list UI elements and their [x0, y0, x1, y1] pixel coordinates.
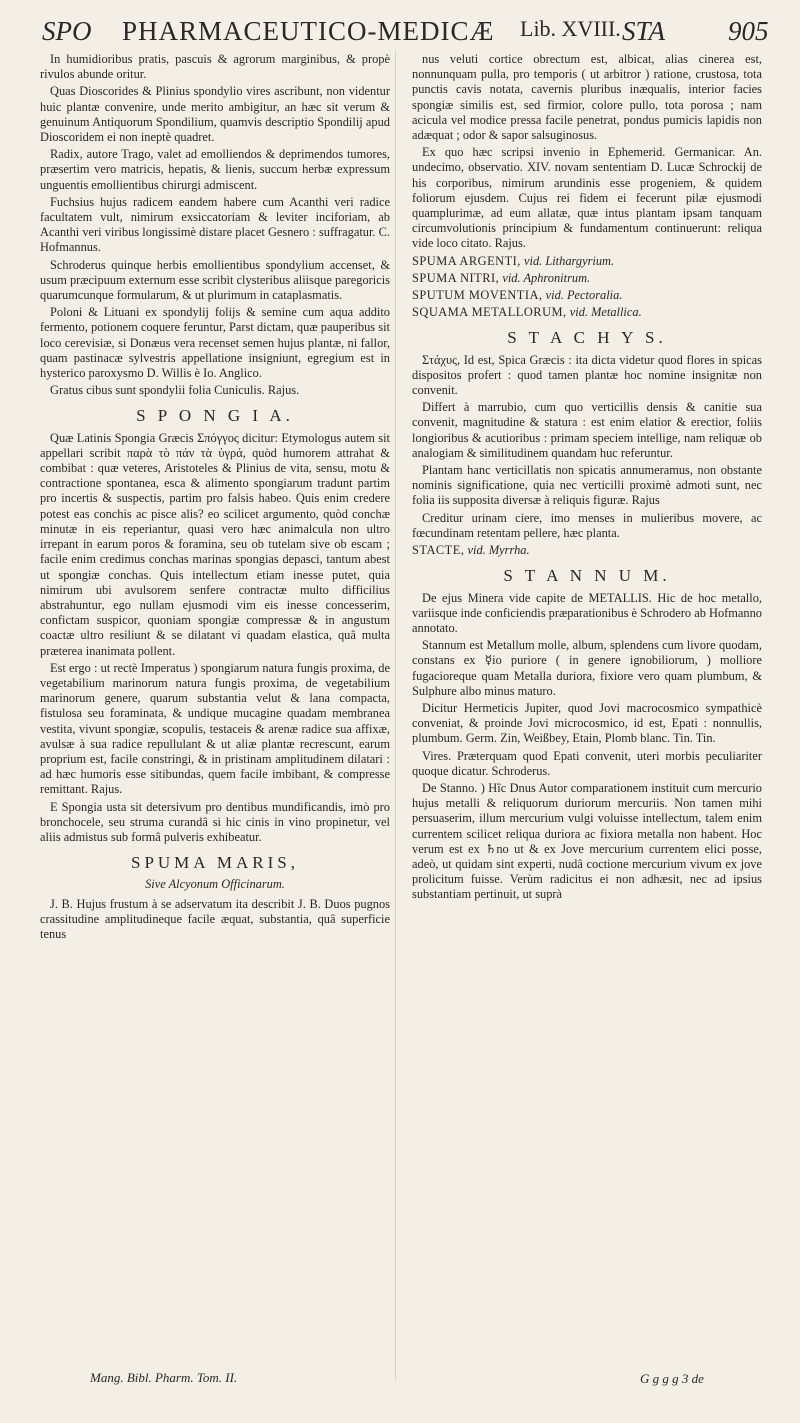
cross-reference-entry	[412, 271, 762, 286]
footer-reference: Mang. Bibl. Pharm. Tom. II.	[90, 1370, 238, 1385]
cross-reference-entry	[412, 288, 762, 303]
left-column	[40, 52, 390, 1382]
paragraph: Poloni & Lituani ex spondylij folijs & semine cum aqua addito fermento, potionem coquere feruntur, Parst dictam, quæ pauperibus sit loco cerevisiæ, si Donæus vera recenset semen hujus plantæ, ni fallor, quam pastinacæ sylvestris appellatione insigniunt, egregium est in hysterico paroxysmo D. Willis è Io. Anglico.	[40, 305, 390, 381]
entry-reference: vid. Metallica.	[569, 305, 642, 320]
paragraph: Stannum est Metallum molle, album, splendens cum livore quodam, constans ex ☿io puriore ( in genere ignobiliorum, ) molliore fugacioreque quam Metalla duriora, fixiore vero quam plumbum, & Sulphure albo minus maturo.	[412, 638, 762, 698]
header-title: PHARMACEUTICO-MEDICÆ	[122, 16, 495, 46]
cross-reference-entry	[412, 254, 762, 269]
paragraph: Plantam hanc verticillatis non spicatis annumeramus, non obstante nominis significatione, quia nec verticilli proximè admoti sunt, nec folia iis supposita diversæ à reliquis figuræ. Rajus	[412, 463, 762, 508]
paragraph: Ex quo hæc scripsi invenio in Ephemerid. Germanicar. An. undecimo, observatio. XIV. novam sententiam D. Lucæ Schrockij de his corporibus, nimirum arundinis esse progeniem, & quidem foliorum ejusdem. Cujus rei fidem ei fecerunt pilæ ejusmodi quamplurimæ, ad eum allatæ, quæ intus plantam ipsam tanquam circumvolutionis principium & fundamentum continuerunt: reliqua vide loco citato. Rajus.	[412, 145, 762, 251]
signature-mark: G g g g 3 de	[640, 1371, 704, 1386]
entry-reference: vid. Pectoralia.	[545, 288, 623, 303]
section-title-spuma-maris: SPUMA MARIS,	[131, 853, 299, 873]
paragraph: De Stanno. ) Hîc Dnus Autor comparationem instituit cum mercurio hujus metalli & reliquorum duriorum mercuriis. Non tamen mihi persuaserim, illum mercurium vulgi voluisse intellectum, talem enim currentem scilicet reliqua duriora ac fixiora metalla non habent. Hoc verum est ex ♄no ut & ex Jove mercurium currentem elici posse, adeò, ut quidam sint experti, nudâ coctione mercurium vivum ex jove prolicitum fuisse. Verùm radicitus ei non adhæsit, nec ad ipsius substantiam pertinuit, ut suprà	[412, 780, 762, 902]
paragraph: Differt à marrubio, cum quo verticillis densis & canitie sua convenit, magnitudine & statura : est enim elatior & erectior, foliis longioribus & acutioribus : primam speciem intellige, nam reliquæ ob analogiam & similitudinem quandam huc referuntur.	[412, 400, 762, 460]
paragraph: Est ergo : ut rectè Imperatus ) spongiarum natura fungis proxima, de vegetabilium marinorum natura fungis proxima, de vegetabilium marinorum genere, quarum substantia velut & lana compacta, fistulosa seu foraminata, & undique mucagine quadam membranea vestita, vivunt spongiæ, scopulis, testaceis & arenæ radice sua affixæ, avulsæ à sua radice repullulant & ut aliæ plantæ recrescunt, earum proprium est, facile constringi, & in pristinam amplitudinem dilatari : ad hæc humoris esse sitibundas, quem facile imbibant, & compresse remittant. Rajus.	[40, 660, 390, 797]
entry-term: SPUMA NITRI,	[412, 270, 500, 285]
section-title-stachys: S T A C H Y S.	[507, 328, 667, 348]
page-number: 905	[728, 16, 769, 46]
header-left-word: SPO	[42, 16, 92, 46]
paragraph: Quæ Latinis Spongia Græcis Σπόγγος dicitur: Etymologus autem sit appellari scribit παρὰ τὸ πάν τὰ ὑγρά, quòd humorem attrahat & combibat : quæ veteres, Aristoteles & Plinius de vita, sensu, motu & contractione spontanea, esca & alimento spongiarum tradunt partim pro incertis & suspectis, partim pro falsis habeo. Quis enim credere potest eas conchis ac pisce alis? eo scilicet argumento, quòd conchæ minutæ in eis reperiantur, quasi vero hæc animalcula non ultro irrepant in earum poros & foramina, seu ob tutelam sive ob escam ; facile enim credimus conchas marinas spongias depasci, tantum abest ut spongiæ conchas. Quis intellectum etiam inesse putet, quia nimirum ubi avulsorem senfere contractæ multo difficilius abstrahuntur, ego nullam ejusmodi vim eis inesse concesserim, confictam suspicor, quoniam spongiæ compressæ & in angustum coactæ ultro resiliunt & se dilatant vi quadam elastica, quâ multa præterea inanimata pollent.	[40, 430, 390, 658]
entry-reference: vid. Aphronitrum.	[502, 270, 591, 285]
paragraph: Στάχυς, Id est, Spica Græcis : ita dicta videtur quod flores in spicas dispositos profert : quod tamen plantæ hoc nomine insignitæ non convenit.	[412, 352, 762, 398]
cross-reference-entry	[412, 305, 762, 320]
paragraph: Schroderus quinque herbis emollientibus spondylium accenset, & usum præcipuum externum esse scribit clysteribus aliisque paregoricis quarumcunque formularum, & ut plurimum in cataplasmatis.	[40, 257, 390, 303]
paragraph: E Spongia usta sit detersivum pro dentibus mundificandis, imò pro bronchocele, seu struma curandâ si hic cinis in vino propinetur, vel aliis admistus sub formâ pulveris exhibeatur.	[40, 799, 390, 844]
section-title-stannum: S T A N N U M.	[503, 566, 671, 586]
paragraph: nus veluti cortice obrectum est, albicat, alias cinerea est, nonnunquam pulla, pro temporis ( ut arbitror ) ratione, crustosa, tota punctis cavis notata, cavernis pluribus inæqualis, interior facies spongiæ similis est, sed firmior, colore pullo, tota porosa ; nam acicula vel modice pressa facile penetrat, pondus pumicis lapidis non adæquat ; odor & sapor salsuginosus.	[412, 52, 762, 143]
paragraph: Vires. Præterquam quod Epati convenit, uteri morbis peculiariter quoque dicatur. Schroderus.	[412, 748, 762, 778]
section-subtitle: Sive Alcyonum Officinarum.	[145, 877, 285, 892]
right-column	[412, 52, 762, 1382]
entry-term: STACTE,	[412, 543, 465, 558]
paragraph: Quas Dioscorides & Plinius spondylio vires ascribunt, non videntur huic plantæ convenire, unde merito ambigitur, an hæc sit verum & genuinum Antiquorum Spondilium, quamvis descriptio Spondilij apud Dioscoridem ei non ineptè quadret.	[40, 84, 390, 145]
entry-term: SPUTUM MOVENTIA,	[412, 288, 543, 303]
paragraph: Radix, autore Trago, valet ad emolliendos & deprimendos tumores, præsertim vero matricis, hepatis, & lienis, succum herbæ expressum unguentis emollientibus chirurgi admiscent.	[40, 147, 390, 192]
paragraph: Creditur urinam ciere, imo menses in mulieribus movere, ac fœcundinam retentam pellere, hæc planta.	[412, 510, 762, 540]
section-title-spongia: S P O N G I A.	[136, 406, 294, 426]
header-right-word: STA	[622, 16, 666, 46]
cross-reference-entry	[412, 543, 762, 558]
header-book-number: Lib. XVIII.	[520, 16, 621, 41]
entry-reference: vid. Lithargyrium.	[524, 253, 615, 268]
entry-term: SQUAMA METALLORUM,	[412, 305, 567, 320]
paragraph: Dicitur Hermeticis Jupiter, quod Jovi macrocosmico sympathicè conveniat, & proinde Jovi microcosmico, id est, Epati : nonnullis, plumbum. Germ. Zin, Weißbey, Etain, Plomb blanc. Tin. Tin.	[412, 700, 762, 746]
paragraph: De ejus Minera vide capite de METALLIS. Hic de hoc metallo, variisque inde conficiendis præparationibus è Schrodero ab Hofmanno annotato.	[412, 590, 762, 635]
paragraph: Fuchsius hujus radicem eandem habere cum Acanthi veri radice facultatem vult, nimirum exsiccatoriam & leviter inciforiam, ab Acanthi veri viribus longissimè distare placet Gesnero : suffragatur. C. Hofmannus.	[40, 194, 390, 255]
entry-reference: vid. Myrrha.	[467, 543, 530, 558]
column-divider	[395, 50, 396, 1380]
paragraph: In humidioribus pratis, pascuis & agrorum marginibus, & propè rivulos abunde oritur.	[40, 52, 390, 82]
paragraph: J. B. Hujus frustum à se adservatum ita describit J. B. Duos pugnos crassitudine amplitudineque facile æquat, substantia, quâ superficie tenus	[40, 896, 390, 941]
entry-term: SPUMA ARGENTI,	[412, 253, 521, 268]
paragraph: Gratus cibus sunt spondylii folia Cuniculis. Rajus.	[50, 383, 300, 398]
running-header	[42, 16, 770, 56]
